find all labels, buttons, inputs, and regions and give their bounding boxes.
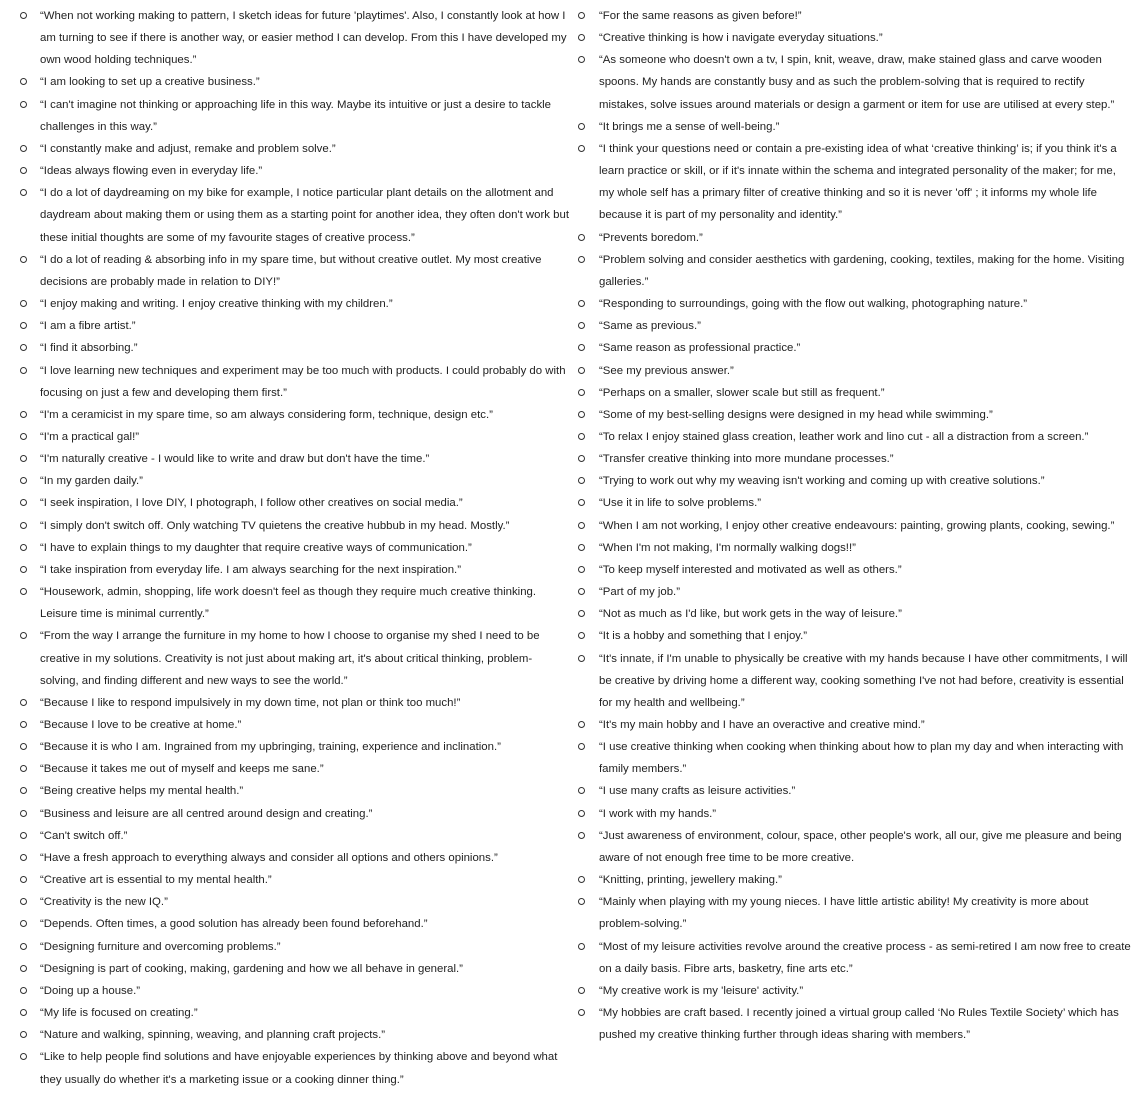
list-item: [0, 847, 575, 869]
hollow-bullet-icon: [20, 189, 27, 196]
list-item: [0, 404, 575, 426]
list-item: [577, 492, 1139, 514]
list-item: [577, 625, 1139, 647]
hollow-bullet-icon: [20, 743, 27, 750]
list-item: [0, 581, 575, 625]
quote-text: “Nature and walking, spinning, weaving, and planning craft projects.”: [40, 1029, 386, 1042]
list-item: [577, 825, 1139, 869]
hollow-bullet-icon: [20, 854, 27, 861]
list-item: [577, 980, 1139, 1002]
hollow-bullet-icon: [578, 632, 585, 639]
list-item: [577, 936, 1139, 980]
list-item: [0, 160, 575, 182]
list-item: [577, 360, 1139, 382]
quote-text: “I simply don't switch off. Only watching TV quietens the creative hubbub in my head. Mostly.”: [40, 519, 510, 532]
quote-text: “Creativity is the new IQ.”: [40, 896, 168, 909]
quote-text: “When I'm not making, I'm normally walking dogs!!”: [599, 541, 856, 554]
hollow-bullet-icon: [578, 499, 585, 506]
list-item: [577, 537, 1139, 559]
hollow-bullet-icon: [20, 344, 27, 351]
hollow-bullet-icon: [20, 1031, 27, 1038]
list-item: [0, 249, 575, 293]
hollow-bullet-icon: [20, 499, 27, 506]
hollow-bullet-icon: [20, 588, 27, 595]
list-item: [577, 448, 1139, 470]
hollow-bullet-icon: [20, 322, 27, 329]
quote-text: “Like to help people find solutions and have enjoyable experiences by thinking above and beyond what they usually do whether it's a marketing issue or a cooking dinner thing.”: [40, 1051, 558, 1086]
hollow-bullet-icon: [578, 234, 585, 241]
hollow-bullet-icon: [20, 522, 27, 529]
quote-text: “I use creative thinking when cooking when thinking about how to plan my day and when interacting with family members.”: [599, 741, 1124, 776]
list-item: [0, 869, 575, 891]
list-item: [0, 891, 575, 913]
list-item: [0, 138, 575, 160]
list-item: [0, 913, 575, 935]
hollow-bullet-icon: [20, 632, 27, 639]
list-item: [0, 315, 575, 337]
hollow-bullet-icon: [578, 655, 585, 662]
quote-text: “Problem solving and consider aesthetics with gardening, cooking, textiles, making for the home. Visiting galleries.”: [599, 253, 1125, 288]
quote-text: “Because it takes me out of myself and keeps me sane.”: [40, 763, 324, 776]
hollow-bullet-icon: [20, 367, 27, 374]
quote-text: “Part of my job.”: [599, 586, 681, 599]
list-item: [577, 780, 1139, 802]
quote-text: “See my previous answer.”: [599, 364, 734, 377]
quote-text: “Being creative helps my mental health.”: [40, 785, 244, 798]
quote-text: “It's my main hobby and I have an overactive and creative mind.”: [599, 719, 925, 731]
hollow-bullet-icon: [578, 566, 585, 573]
list-item: [577, 293, 1139, 315]
hollow-bullet-icon: [578, 544, 585, 551]
quote-text: “Knitting, printing, jewellery making.”: [599, 874, 782, 887]
hollow-bullet-icon: [20, 78, 27, 85]
hollow-bullet-icon: [20, 965, 27, 972]
list-item: [0, 980, 575, 1002]
quote-text: “Because I love to be creative at home.”: [40, 719, 242, 731]
list-item: [0, 1002, 575, 1024]
quote-text: “It brings me a sense of well-being.”: [599, 120, 780, 133]
hollow-bullet-icon: [578, 876, 585, 883]
hollow-bullet-icon: [578, 588, 585, 595]
quote-text: “I enjoy making and writing. I enjoy creative thinking with my children.”: [40, 298, 393, 311]
quote-text: “To relax I enjoy stained glass creation, leather work and lino cut - all a distraction from a screen.”: [599, 430, 1089, 443]
hollow-bullet-icon: [578, 610, 585, 617]
list-item: [577, 1002, 1139, 1046]
quote-text: “I love learning new techniques and experiment may be too much with products. I could probably do with focusing on just a few and developing them first.”: [40, 364, 566, 399]
hollow-bullet-icon: [578, 367, 585, 374]
quote-text: “Because I like to respond impulsively in my down time, not plan or think too much!”: [40, 696, 461, 709]
list-item: [577, 714, 1139, 736]
list-item: [577, 227, 1139, 249]
hollow-bullet-icon: [20, 12, 27, 19]
hollow-bullet-icon: [20, 433, 27, 440]
quote-text: “I find it absorbing.”: [40, 342, 138, 355]
quote-text: “For the same reasons as given before!”: [599, 10, 802, 22]
quote-text: “Just awareness of environment, colour, space, other people's work, all our, give me pleasure and being aware of not enough free time to be more creative.: [599, 829, 1122, 864]
quote-text: “I'm a ceramicist in my spare time, so am always considering form, technique, design etc.”: [40, 408, 493, 421]
hollow-bullet-icon: [578, 12, 585, 19]
quote-text: “I do a lot of reading & absorbing info in my spare time, but without creative outlet. My most creative decisions are probably made in relation to DIY!”: [40, 253, 542, 288]
hollow-bullet-icon: [578, 743, 585, 750]
hollow-bullet-icon: [20, 544, 27, 551]
hollow-bullet-icon: [578, 522, 585, 529]
list-item: [577, 27, 1139, 49]
hollow-bullet-icon: [578, 344, 585, 351]
quote-text: “When I am not working, I enjoy other creative endeavours: painting, growing plants, cooking, sewing.”: [599, 519, 1115, 532]
list-item: [577, 249, 1139, 293]
hollow-bullet-icon: [578, 322, 585, 329]
list-item: [577, 470, 1139, 492]
quote-text: “Doing up a house.”: [40, 984, 141, 997]
quote-text: “Creative thinking is how i navigate everyday situations.”: [599, 32, 883, 45]
list-item: [0, 758, 575, 780]
hollow-bullet-icon: [20, 256, 27, 263]
hollow-bullet-icon: [578, 300, 585, 307]
quote-text: “To keep myself interested and motivated as well as others.”: [599, 563, 902, 576]
quote-text: “Use it in life to solve problems.”: [599, 497, 762, 510]
quote-text: “Have a fresh approach to everything always and consider all options and others opinions.”: [40, 851, 498, 864]
hollow-bullet-icon: [20, 832, 27, 839]
hollow-bullet-icon: [20, 721, 27, 728]
list-item: [577, 515, 1139, 537]
hollow-bullet-icon: [20, 787, 27, 794]
hollow-bullet-icon: [578, 123, 585, 130]
quote-text: “Can't switch off.”: [40, 829, 128, 842]
quote-list-left: [0, 5, 575, 1091]
list-item: [0, 537, 575, 559]
list-item: [577, 648, 1139, 714]
hollow-bullet-icon: [20, 699, 27, 706]
list-item: [577, 891, 1139, 935]
hollow-bullet-icon: [20, 145, 27, 152]
hollow-bullet-icon: [20, 765, 27, 772]
list-item: [577, 603, 1139, 625]
quote-text: “Trying to work out why my weaving isn't working and coming up with creative solutions.”: [599, 475, 1045, 488]
list-item: [577, 382, 1139, 404]
quote-text: “Responding to surroundings, going with the flow out walking, photographing nature.”: [599, 298, 1028, 311]
quote-text: “Ideas always flowing even in everyday life.”: [40, 165, 263, 178]
quote-text: “Transfer creative thinking into more mundane processes.”: [599, 453, 894, 466]
list-item: [0, 71, 575, 93]
quote-text: “I seek inspiration, I love DIY, I photograph, I follow other creatives on social media.”: [40, 497, 463, 510]
list-item: [577, 869, 1139, 891]
list-item: [577, 736, 1139, 780]
list-item: [577, 803, 1139, 825]
hollow-bullet-icon: [578, 898, 585, 905]
list-item: [0, 360, 575, 404]
hollow-bullet-icon: [578, 721, 585, 728]
list-item: [0, 426, 575, 448]
hollow-bullet-icon: [578, 433, 585, 440]
list-item: [0, 825, 575, 847]
hollow-bullet-icon: [578, 256, 585, 263]
list-item: [0, 780, 575, 802]
quote-text: “My hobbies are craft based. I recently joined a virtual group called ‘No Rules Textile Society’ which has pushed my creative thinking further through ideas sharing with members.”: [599, 1007, 1119, 1042]
hollow-bullet-icon: [578, 787, 585, 794]
hollow-bullet-icon: [578, 477, 585, 484]
list-item: [577, 49, 1139, 115]
hollow-bullet-icon: [578, 987, 585, 994]
list-item: [0, 470, 575, 492]
list-item: [577, 426, 1139, 448]
list-item: [0, 94, 575, 138]
quote-text: “Designing is part of cooking, making, gardening and how we all behave in general.”: [40, 962, 463, 975]
list-item: [0, 559, 575, 581]
quote-text: “From the way I arrange the furniture in my home to how I choose to organise my shed I need to be creative in my solutions. Creativity is not just about making art, it's about critical thinking, problem-solving, and finding different and new ways to see the world.”: [40, 630, 540, 687]
list-item: [577, 5, 1139, 27]
list-item: [577, 315, 1139, 337]
hollow-bullet-icon: [20, 455, 27, 462]
quote-text: “It's innate, if I'm unable to physically be creative with my hands because I have other commitments, I will be creative by driving home a different way, cooking something I've not had before, creativity is essential for my health and wellbeing.”: [599, 652, 1128, 709]
hollow-bullet-icon: [20, 101, 27, 108]
quote-text: “Because it is who I am. Ingrained from my upbringing, training, experience and inclination.”: [40, 741, 501, 754]
quote-text: “Same reason as professional practice.”: [599, 342, 801, 355]
quote-text: “Mainly when playing with my young nieces. I have little artistic ability! My creativity is more about problem-solving.”: [599, 896, 1089, 931]
hollow-bullet-icon: [578, 34, 585, 41]
hollow-bullet-icon: [20, 810, 27, 817]
quote-text: “I do a lot of daydreaming on my bike for example, I notice particular plant details on the allotment and daydream about making them or using them as a starting point for another idea, they often don't work but these initial thoughts are some of my favourite stages of creative process.”: [40, 187, 569, 244]
list-item: [577, 116, 1139, 138]
hollow-bullet-icon: [20, 566, 27, 573]
quote-text: “As someone who doesn't own a tv, I spin, knit, weave, draw, make stained glass and carve wooden spoons. My hands are constantly busy and as such the problem-solving that is required to rectify mistakes, solve issues around materials or design a garment or item for use are utilised at every step.”: [599, 54, 1115, 111]
quote-text: “I am a fibre artist.”: [40, 320, 136, 333]
list-item: [577, 581, 1139, 603]
hollow-bullet-icon: [578, 943, 585, 950]
list-item: [0, 625, 575, 691]
quote-text: “When not working making to pattern, I sketch ideas for future 'playtimes'. Also, I constantly look at how I am turning to see if there is another way, or easier method I can develop. From this I have developed my own wood holding techniques.”: [40, 10, 567, 67]
quote-text: “I take inspiration from everyday life. I am always searching for the next inspiration.”: [40, 563, 462, 576]
hollow-bullet-icon: [20, 898, 27, 905]
hollow-bullet-icon: [578, 389, 585, 396]
hollow-bullet-icon: [20, 411, 27, 418]
quote-text: “I think your questions need or contain a pre-existing idea of what ‘creative thinking’ is; if you think it's a learn practice or skill, or if it's innate within the schema and integrated personality of the maker; for me, my whole self has a primary filter of creative thinking and so it is never 'off' ; it informs my whole life because it is part of my personality and identity.”: [599, 142, 1117, 222]
hollow-bullet-icon: [578, 832, 585, 839]
list-item: [0, 1024, 575, 1046]
quote-text: “My life is focused on creating.”: [40, 1007, 198, 1020]
list-item: [577, 559, 1139, 581]
quote-text: “Creative art is essential to my mental health.”: [40, 874, 272, 887]
list-item: [0, 692, 575, 714]
hollow-bullet-icon: [578, 411, 585, 418]
list-item: [0, 736, 575, 758]
quote-text: “In my garden daily.”: [40, 475, 143, 488]
list-item: [0, 936, 575, 958]
quote-text: “I'm naturally creative - I would like to write and draw but don't have the time.”: [40, 453, 430, 466]
hollow-bullet-icon: [578, 810, 585, 817]
quote-text: “I can't imagine not thinking or approaching life in this way. Maybe its intuitive or just a desire to tackle challenges in this way.”: [40, 98, 551, 133]
hollow-bullet-icon: [20, 920, 27, 927]
quote-text: “Perhaps on a smaller, slower scale but still as frequent.”: [599, 386, 885, 399]
hollow-bullet-icon: [578, 1009, 585, 1016]
list-item: [0, 714, 575, 736]
quote-text: “I work with my hands.”: [599, 807, 717, 820]
quote-text: “Most of my leisure activities revolve around the creative process - as semi-retired I am now free to create on a daily basis. Fibre arts, basketry, fine arts etc.”: [599, 940, 1131, 975]
list-item: [0, 803, 575, 825]
list-item: [577, 404, 1139, 426]
hollow-bullet-icon: [578, 455, 585, 462]
hollow-bullet-icon: [20, 987, 27, 994]
list-item: [0, 515, 575, 537]
quote-text: “I'm a practical gal!”: [40, 430, 140, 443]
hollow-bullet-icon: [20, 477, 27, 484]
quote-text: “Not as much as I'd like, but work gets in the way of leisure.”: [599, 608, 902, 621]
quote-text: “Housework, admin, shopping, life work doesn't feel as though they require much creative thinking. Leisure time is minimal currently.”: [40, 586, 537, 621]
quote-list-right: [577, 5, 1139, 1046]
quote-text: “I have to explain things to my daughter that require creative ways of communication.”: [40, 541, 472, 554]
list-item: [0, 958, 575, 980]
hollow-bullet-icon: [20, 1009, 27, 1016]
list-item: [577, 138, 1139, 227]
hollow-bullet-icon: [20, 167, 27, 174]
quote-text: “Some of my best-selling designs were designed in my head while swimming.”: [599, 408, 993, 421]
quote-text: “Prevents boredom.”: [599, 231, 703, 244]
quote-text: “Same as previous.”: [599, 320, 701, 333]
quote-text: “I constantly make and adjust, remake and problem solve.”: [40, 142, 336, 155]
list-item: [577, 337, 1139, 359]
list-item: [0, 5, 575, 71]
list-item: [0, 448, 575, 470]
quote-text: “I am looking to set up a creative business.”: [40, 76, 260, 89]
list-item: [0, 337, 575, 359]
quote-text: “My creative work is my 'leisure' activity.”: [599, 984, 804, 997]
list-item: [0, 492, 575, 514]
hollow-bullet-icon: [20, 943, 27, 950]
list-item: [0, 182, 575, 248]
quote-text: “Business and leisure are all centred around design and creating.”: [40, 807, 373, 820]
quote-text: “I use many crafts as leisure activities.”: [599, 785, 796, 798]
quote-text: “Designing furniture and overcoming problems.”: [40, 940, 281, 953]
hollow-bullet-icon: [20, 300, 27, 307]
list-item: [0, 293, 575, 315]
quote-text: “It is a hobby and something that I enjoy.”: [599, 630, 808, 643]
hollow-bullet-icon: [20, 1053, 27, 1060]
list-item: [0, 1046, 575, 1090]
hollow-bullet-icon: [578, 56, 585, 63]
quote-text: “Depends. Often times, a good solution has already been found beforehand.”: [40, 918, 428, 931]
hollow-bullet-icon: [20, 876, 27, 883]
hollow-bullet-icon: [578, 145, 585, 152]
